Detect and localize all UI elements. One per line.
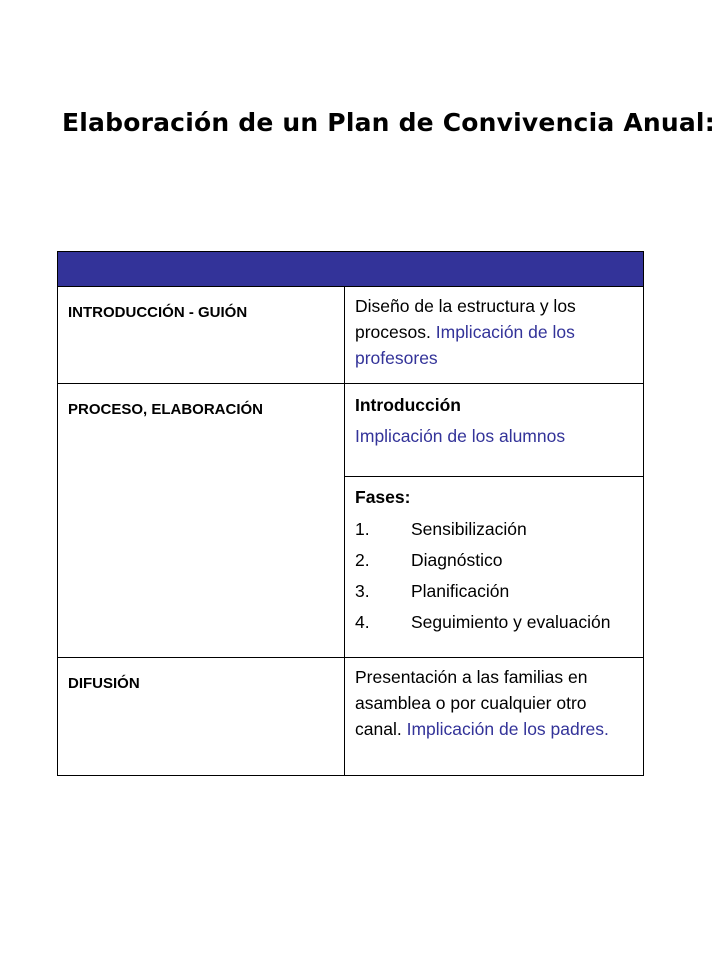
plan-table (57, 251, 644, 776)
page-title: Elaboración de un Plan de Convivencia Anual: (62, 108, 715, 137)
phase-text: Diagnóstico (411, 550, 503, 570)
row-label-cell (58, 287, 345, 384)
list-item (355, 580, 633, 603)
row-label-cell (58, 384, 345, 658)
row-label-difusion: DIFUSIÓN (68, 675, 140, 692)
header-bar-cell (58, 252, 644, 287)
row-content-cell (345, 287, 644, 384)
phase-number: 4. (355, 612, 370, 632)
proceso-intro-highlight: Implicación de los alumnos (355, 426, 566, 446)
table-row-proceso-intro (58, 384, 644, 477)
table-header-bar (58, 252, 644, 287)
proceso-fases-block (345, 477, 643, 640)
difusion-text: Presentación a las familias en asamblea o por cualquier otro canal. (355, 667, 588, 739)
proceso-fases-heading: Fases: (355, 487, 411, 507)
introduccion-text: Diseño de la estructura y los procesos. (355, 296, 576, 342)
phase-text: Sensibilización (411, 519, 527, 539)
list-item (355, 549, 633, 572)
phase-text: Planificación (411, 581, 510, 601)
phase-number: 3. (355, 581, 370, 601)
row-label-proceso: PROCESO, ELABORACIÓN (68, 401, 264, 418)
phase-number: 1. (355, 519, 370, 539)
row-content-difusion (345, 658, 643, 748)
table-row-introduccion (58, 287, 644, 384)
proceso-intro-heading: Introducción (355, 395, 461, 415)
list-item (355, 518, 633, 541)
phase-number: 2. (355, 550, 370, 570)
row-content-introduccion (345, 287, 643, 377)
row-label-introduccion: INTRODUCCIÓN - GUIÓN (68, 304, 248, 321)
difusion-highlight: Implicación de los padres. (406, 719, 609, 739)
table-row-difusion (58, 658, 644, 776)
list-item (355, 611, 633, 634)
row-content-cell (345, 384, 644, 477)
row-content-cell (345, 477, 644, 658)
row-content-cell (345, 658, 644, 776)
introduccion-highlight: Implicación de los profesores (355, 322, 575, 368)
phase-list (355, 518, 633, 634)
proceso-intro-block (345, 384, 643, 455)
phase-text: Seguimiento y evaluación (411, 612, 611, 632)
row-label-cell (58, 658, 345, 776)
